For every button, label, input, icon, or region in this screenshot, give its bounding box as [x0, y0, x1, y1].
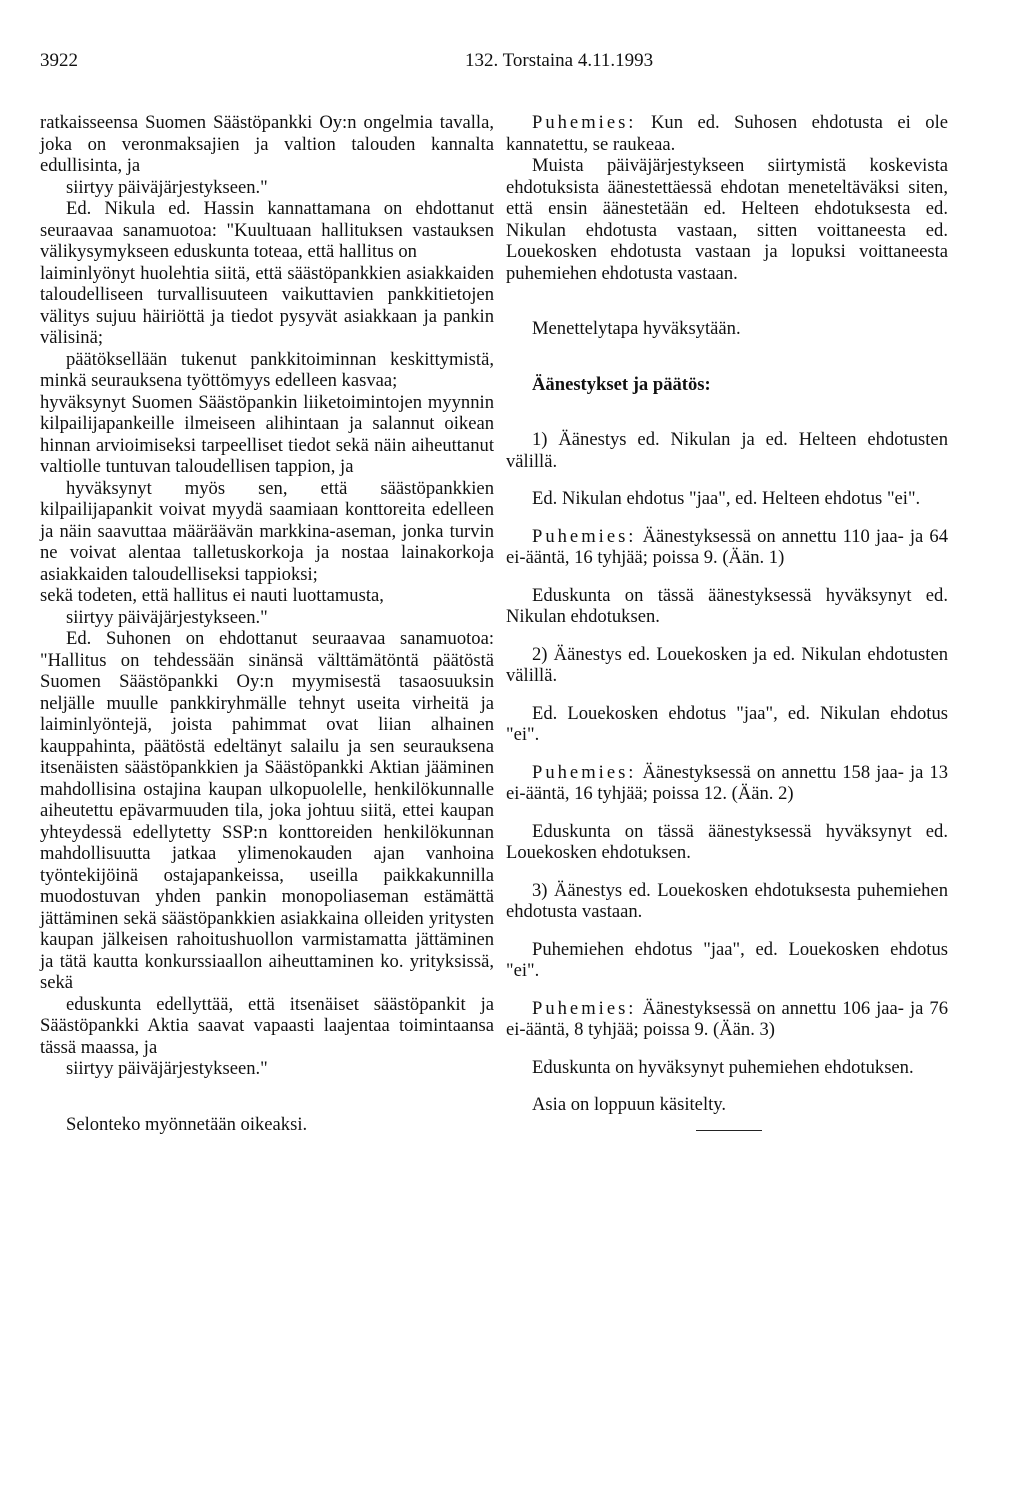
paragraph: 1) Äänestys ed. Nikulan ja ed. Helteen ehdotusten välillä. [506, 429, 948, 472]
paragraph: 2) Äänestys ed. Louekosken ja ed. Nikulan ehdotusten välillä. [506, 643, 948, 686]
paragraph: siirtyy päiväjärjestykseen." [66, 1058, 268, 1079]
speech-text: Äänestyksessä on annettu 106 jaa- ja 76 ei-ääntä, 8 tyhjää; poissa 9. (Ään. 3) [506, 997, 948, 1040]
paragraph: hyväksynyt myös sen, että säästöpankkien kilpailijapankit voivat myydä saamiaan konttoreita edelleen ja näin saavuttaa määräävän markkina-aseman, jonka turvin ne voivat alentaa talletuskorkoja ja nostaa lainakorkoja asiakkaiden taloudelliseksi tappioksi; [40, 477, 494, 585]
paragraph: siirtyy päiväjärjestykseen." [66, 176, 268, 198]
speech-text: Äänestyksessä on annettu 110 jaa- ja 64 ei-ääntä, 16 tyhjää; poissa 9. (Ään. 1) [506, 525, 948, 568]
paragraph [506, 762, 948, 805]
running-head: 132. Torstaina 4.11.1993 [465, 50, 654, 71]
paragraph: eduskunta edellyttää, että itsenäiset säästöpankit ja Säästöpankki Aktia saavat vapaasti laajentaa toimintaansa tässä maassa, ja [40, 993, 494, 1058]
paragraph: Eduskunta on hyväksynyt puhemiehen ehdotuksen. [532, 1056, 914, 1078]
section-heading: Äänestykset ja päätös: [532, 373, 711, 395]
paragraph: Ed. Nikulan ehdotus "jaa", ed. Helteen ehdotus "ei". [532, 488, 921, 509]
paragraph: Muista päiväjärjestykseen siirtymistä koskevista ehdotuksista äänestettäessä ehdotan meneteltäväksi siten, että ensin äänestetään ed. Helteen ehdotuksesta ed. Nikulan ehdotusta vastaan, sitten voittaneesta ed. Louekosken ehdotusta vastaan ja lopuksi voittaneesta puhemiehen ehdotusta vastaan. [506, 155, 948, 284]
paragraph [506, 112, 948, 155]
speaker-label: Puhemies: [532, 997, 637, 1019]
paragraph: laiminlyönyt huolehtia siitä, että säästöpankkien asiakkaiden taloudelliseen turvallisuuteen vaikuttavien pankkitietojen välitys sujuu häiriöttä ja tiedot pysyvät asiakkaan ja pankin välisinä; [40, 262, 494, 348]
paragraph: 3) Äänestys ed. Louekosken ehdotuksesta puhemiehen ehdotusta vastaan. [506, 879, 948, 922]
paragraph: sekä todeten, että hallitus ei nauti luottamusta, [40, 585, 384, 606]
paragraph: ratkaisseensa Suomen Säästöpankki Oy:n ongelmia tavalla, joka on veronmaksajien ja valtion talouden kannalta edullisinta, ja [40, 112, 494, 176]
page-header [40, 50, 984, 76]
paragraph: Menettelytapa hyväksytään. [532, 318, 741, 339]
paragraph: Ed. Suhonen on ehdottanut seuraavaa sanamuotoa: "Hallitus on tehdessään sinänsä välttämätöntä päätöstä Suomen Säästöpankki Oy:n myymisestä tasaosuuksin neljälle muulle pankkiryhmälle tehnyt useita virheitä ja laiminlyöntejä, joista pahimmat ovat liian alhainen kauppahinta, päätöstä edeltänyt salailu ja sen seurauksena itsenäisten säästöpankkien ja Säästöpankki Aktian jääminen mahdollisina ostajina kaupan ulkopuolelle, henkilökunnalle aiheutettu epävarmuuden tila, joka johtuu siitä, ettei kaupan yhteydessä edellytetty SSP:n konttoreiden henkilökunnan mahdollisuutta jatkaa ylimenokauden ajan vanhoina työntekijöinä ostajapankeissa, useilla paikkakunnilla muodostuvan yhden pankin monopoliaseman estämättä jättäminen sekä säästöpankkien asiakkaina olleiden yritysten kaupan jälkeisen rahoitushuollon varmistamatta jättäminen ja tätä kautta konkurssiaallon aiheuttaminen ko. yrityksissä, sekä [40, 628, 494, 993]
paragraph [506, 998, 948, 1041]
paragraph: päätöksellään tukenut pankkitoiminnan keskittymistä, minkä seurauksena työttömyys edelleen kasvaa; [40, 348, 494, 391]
speech-text: Kun ed. Suhosen ehdotusta ei ole kannatettu, se raukeaa. [506, 112, 948, 155]
speech-text: Äänestyksessä on annettu 158 jaa- ja 13 ei-ääntä, 16 tyhjää; poissa 12. (Ään. 2) [506, 761, 948, 804]
paragraph: Ed. Nikula ed. Hassin kannattamana on ehdottanut seuraavaa sanamuotoa: "Kuultuaan hallituksen vastauksen välikysymykseen eduskunta toteaa, että hallitus on [40, 198, 494, 262]
speaker-label: Puhemies: [532, 525, 637, 547]
speaker-label: Puhemies: [532, 112, 637, 133]
paragraph [506, 526, 948, 569]
right-column [506, 112, 948, 1131]
paragraph: hyväksynyt Suomen Säästöpankin liiketoimintojen myynnin kilpailijapankeille ilmeiseen alihintaan ja salannut oikean hinnan arvioimiseksi tarpeelliset tiedot sekä näin aiheuttanut valtiolle tuntuvan taloudellisen tappion, ja [40, 391, 494, 477]
paragraph: Ed. Louekosken ehdotus "jaa", ed. Nikulan ehdotus "ei". [506, 702, 948, 745]
page-number: 3922 [40, 50, 78, 71]
paragraph: Eduskunta on tässä äänestyksessä hyväksynyt ed. Nikulan ehdotuksen. [506, 584, 948, 627]
end-rule [696, 1130, 762, 1131]
paragraph: Puhemiehen ehdotus "jaa", ed. Louekosken ehdotus "ei". [506, 938, 948, 981]
speaker-label: Puhemies: [532, 761, 637, 783]
paragraph: Eduskunta on tässä äänestyksessä hyväksynyt ed. Louekosken ehdotuksen. [506, 820, 948, 863]
paragraph: siirtyy päiväjärjestykseen." [66, 606, 268, 628]
paragraph: Selonteko myönnetään oikeaksi. [66, 1113, 308, 1135]
left-column [40, 112, 494, 1135]
paragraph: Asia on loppuun käsitelty. [532, 1094, 727, 1115]
